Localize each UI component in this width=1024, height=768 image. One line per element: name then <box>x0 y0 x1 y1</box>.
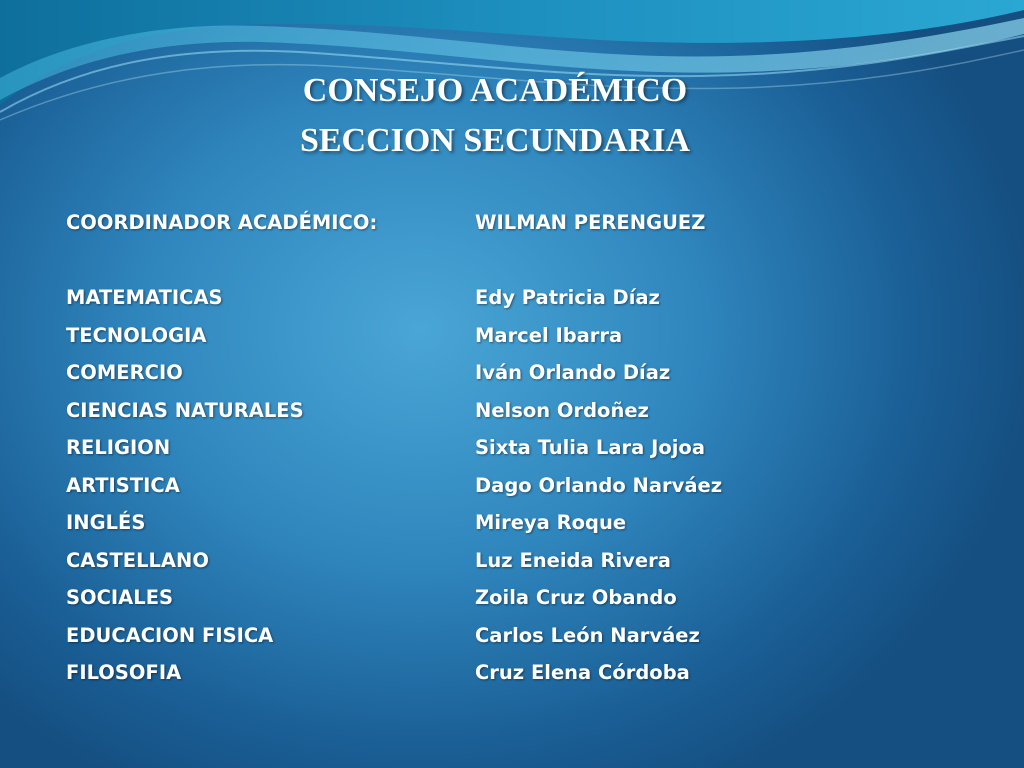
list-item <box>66 317 966 355</box>
teacher-name: Mireya Roque <box>475 511 627 534</box>
title-line-2: SECCION SECUNDARIA <box>299 122 691 159</box>
subject-name: ARTISTICA <box>66 473 180 497</box>
list-spacer <box>66 242 966 280</box>
teacher-name: Iván Orlando Díaz <box>475 361 671 384</box>
list-item <box>66 542 966 580</box>
subject-name: CASTELLANO <box>66 548 209 572</box>
subject-name: CIENCIAS NATURALES <box>66 398 304 422</box>
teacher-name: Sixta Tulia Lara Jojoa <box>475 436 705 459</box>
slide-title <box>0 66 990 166</box>
teacher-name: Edy Patricia Díaz <box>475 286 660 309</box>
list-item <box>66 392 966 430</box>
subject-name: RELIGION <box>66 436 171 459</box>
subject-name: TECNOLOGIA <box>66 323 207 347</box>
subject-name: INGLÉS <box>66 511 146 534</box>
teacher-name: Nelson Ordoñez <box>475 398 649 422</box>
council-list <box>66 204 966 692</box>
teacher-name: Luz Eneida Rivera <box>475 548 671 572</box>
subject-name: MATEMATICAS <box>66 286 223 309</box>
teacher-name: Marcel Ibarra <box>475 323 623 347</box>
list-item <box>66 354 966 392</box>
list-item <box>66 504 966 542</box>
list-item <box>66 429 966 467</box>
subject-name: FILOSOFIA <box>66 661 182 684</box>
list-item <box>66 654 966 692</box>
coordinator-label: COORDINADOR ACADÉMICO: <box>66 211 378 234</box>
teacher-name: Zoila Cruz Obando <box>475 586 677 609</box>
teacher-name: Dago Orlando Narváez <box>475 473 723 497</box>
subject-name: EDUCACION FISICA <box>66 623 274 647</box>
list-item <box>66 617 966 655</box>
teacher-name: Carlos León Narváez <box>475 623 700 647</box>
list-item <box>66 579 966 617</box>
coordinator-row <box>66 204 966 242</box>
coordinator-name: WILMAN PERENGUEZ <box>475 211 706 234</box>
subject-name: COMERCIO <box>66 361 183 384</box>
list-item <box>66 279 966 317</box>
list-item <box>66 467 966 505</box>
title-line-1: CONSEJO ACADÉMICO <box>302 72 688 109</box>
teacher-name: Cruz Elena Córdoba <box>475 661 690 684</box>
subject-name: SOCIALES <box>66 586 174 609</box>
